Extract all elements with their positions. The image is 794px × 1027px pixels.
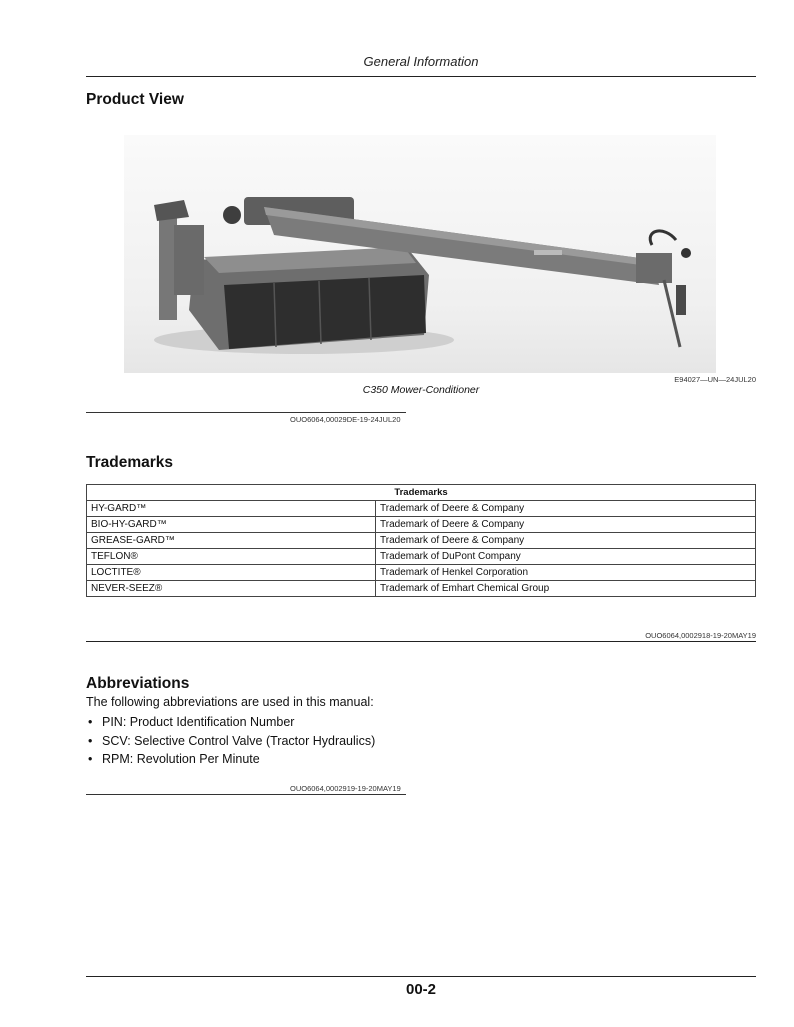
abbreviations-rule xyxy=(86,794,406,795)
trademark-owner: Trademark of DuPont Company xyxy=(376,549,756,565)
table-header-row xyxy=(87,485,756,501)
trademarks-ref: OUO6064,0002918-19-20MAY19 xyxy=(645,631,756,640)
bullet-icon: • xyxy=(88,733,93,748)
trademark-name: GREASE-GARD™ xyxy=(87,533,376,549)
mower-illustration xyxy=(124,135,716,373)
bullet-icon: • xyxy=(88,715,93,729)
abbreviations-intro: The following abbreviations are used in this manual: xyxy=(86,695,374,709)
table-row xyxy=(87,517,756,533)
product-view-rule xyxy=(86,412,406,413)
product-view-ref: OUO6064,00029DE-19-24JUL20 xyxy=(290,415,401,424)
page-number: 00-2 xyxy=(405,981,437,998)
trademark-name: HY-GARD™ xyxy=(87,501,376,517)
product-view-heading: Product View xyxy=(86,91,184,108)
trademark-owner: Trademark of Deere & Company xyxy=(376,517,756,533)
abbreviation-text: SCV: Selective Control Valve (Tractor Hydraulics) xyxy=(102,733,376,748)
trademark-owner: Trademark of Henkel Corporation xyxy=(376,565,756,581)
table-header: Trademarks xyxy=(87,485,756,501)
abbreviation-text: RPM: Revolution Per Minute xyxy=(102,752,260,766)
trademarks-rule xyxy=(86,641,756,642)
table-row xyxy=(87,581,756,597)
table-row xyxy=(87,549,756,565)
list-item xyxy=(86,713,375,732)
table-row xyxy=(87,565,756,581)
abbreviations-heading: Abbreviations xyxy=(86,675,190,692)
trademarks-table xyxy=(86,484,756,597)
bullet-icon: • xyxy=(88,752,93,766)
table-row xyxy=(87,501,756,517)
header-rule xyxy=(86,76,756,77)
trademark-owner: Trademark of Deere & Company xyxy=(376,533,756,549)
trademark-name: NEVER-SEEZ® xyxy=(87,581,376,597)
running-header: General Information xyxy=(363,54,479,69)
footer-rule xyxy=(86,976,756,977)
abbreviations-list xyxy=(86,713,375,769)
figure-caption: C350 Mower-Conditioner xyxy=(362,384,480,396)
figure-id: E94027—UN—24JUL20 xyxy=(674,375,756,384)
table-row xyxy=(87,533,756,549)
mower-conditioner-photo xyxy=(124,135,716,373)
trademark-owner: Trademark of Deere & Company xyxy=(376,501,756,517)
trademark-owner: Trademark of Emhart Chemical Group xyxy=(376,581,756,597)
abbreviations-ref: OUO6064,0002919-19-20MAY19 xyxy=(290,784,401,793)
trademark-name: LOCTITE® xyxy=(87,565,376,581)
list-item xyxy=(86,750,375,769)
abbreviation-text: PIN: Product Identification Number xyxy=(102,715,295,729)
list-item xyxy=(86,732,375,751)
trademarks-heading: Trademarks xyxy=(86,454,174,471)
trademark-name: BIO-HY-GARD™ xyxy=(87,517,376,533)
trademark-name: TEFLON® xyxy=(87,549,376,565)
